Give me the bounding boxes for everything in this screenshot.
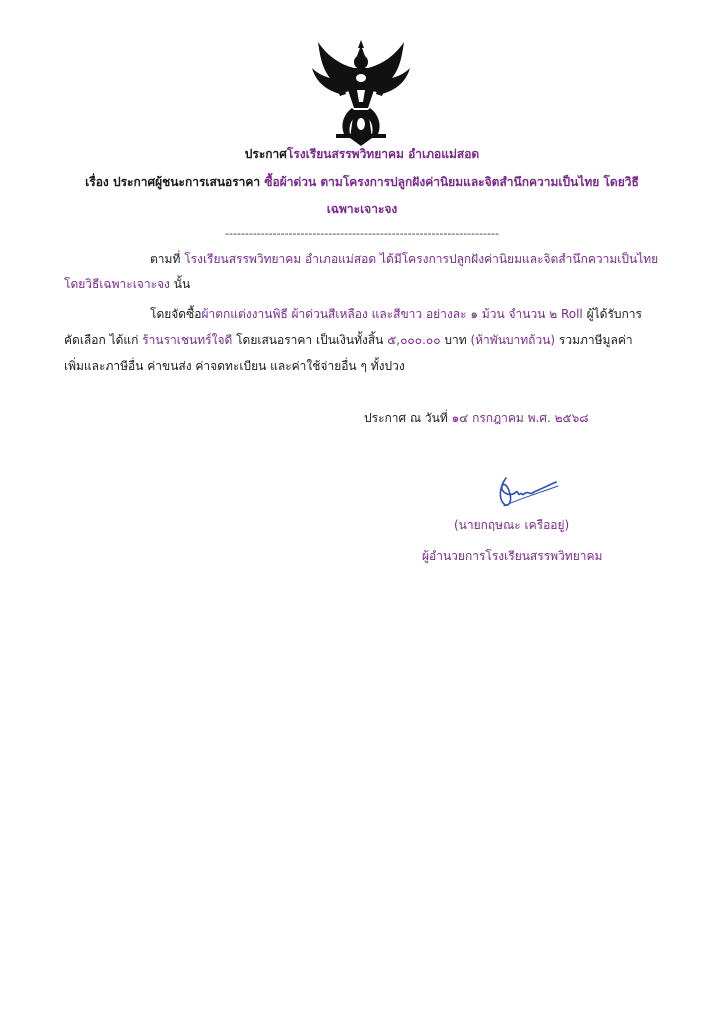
para2-l2b: โดยเสนอราคา เป็นเงินทั้งสิ้น xyxy=(236,333,384,347)
para2-l2c: บาท xyxy=(444,333,467,347)
signer-position: ผู้อำนวยการโรงเรียนสรรพวิทยาคม xyxy=(422,549,603,563)
subject-item-cont: เฉพาะเจาะจง xyxy=(326,202,398,216)
para1-end: นั้น xyxy=(173,277,191,291)
para2-l2d: รวมภาษีมูลค่า xyxy=(558,333,633,347)
announce-date-line xyxy=(364,410,588,426)
para1-rest: ได้มีโครงการปลูกฝังค่านิยมและจิตสำนึกความเป็นไทย xyxy=(379,252,659,266)
para1-lead: ตามที่ xyxy=(150,252,181,266)
announce-date: ๑๔ กรกฎาคม พ.ศ. ๒๕๖๘ xyxy=(451,411,589,425)
para2-item: ผ้าตกแต่งงานพิธี ผ้าด่วนสีเหลือง และสีขาว อย่างละ ๑ ม้วน จำนวน ๒ Roll xyxy=(201,307,583,321)
paragraph-1-line-2 xyxy=(64,276,190,292)
para2-l2a: คัดเลือก ได้แก่ xyxy=(64,333,139,347)
paragraph-2-line-3: เพิ่มและภาษีอื่น ค่าขนส่ง ค่าจดทะเบียน และค่าใช้จ่ายอื่น ๆ ทั้งปวง xyxy=(64,359,405,373)
divider: --------------------------------------------------------------------- xyxy=(225,227,499,240)
subject-label: เรื่อง xyxy=(85,175,109,189)
header-org: โรงเรียนสรรพวิทยาคม อำเภอแม่สอด xyxy=(286,147,480,161)
paragraph-1-line-1 xyxy=(150,251,658,267)
handwritten-signature-icon xyxy=(486,472,566,512)
subject-line xyxy=(0,174,724,190)
para2-lead: โดยจัดซื้อ xyxy=(150,307,202,321)
para2-vendor: ร้านราเชนทร์ใจดี xyxy=(142,333,233,347)
para2-rest1: ผู้ได้รับการ xyxy=(586,307,642,321)
para2-amount: ๕,๐๐๐.๐๐ xyxy=(387,333,441,347)
paragraph-2-line-2 xyxy=(64,332,633,348)
subject-item: ซื้อผ้าด่วน ตามโครงการปลูกฝังค่านิยมและจิตสำนึกความเป็นไทย โดยวิธี xyxy=(264,175,639,189)
announce-label: ประกาศ ณ วันที่ xyxy=(364,411,448,425)
header-prefix: ประกาศ xyxy=(244,147,287,161)
subject-text: ประกาศผู้ชนะการเสนอราคา xyxy=(112,175,261,189)
paragraph-2-line-1 xyxy=(150,306,642,322)
para1-method: โดยวิธีเฉพาะเจาะจง xyxy=(64,277,170,291)
para2-amount-text: (ห้าพันบาทถ้วน) xyxy=(470,333,556,347)
header-title xyxy=(0,146,724,162)
signer-name: (นายกฤษณะ เครืออยู่) xyxy=(454,518,570,532)
para1-org: โรงเรียนสรรพวิทยาคม อำเภอแม่สอด xyxy=(184,252,377,266)
garuda-emblem-icon xyxy=(308,38,414,148)
